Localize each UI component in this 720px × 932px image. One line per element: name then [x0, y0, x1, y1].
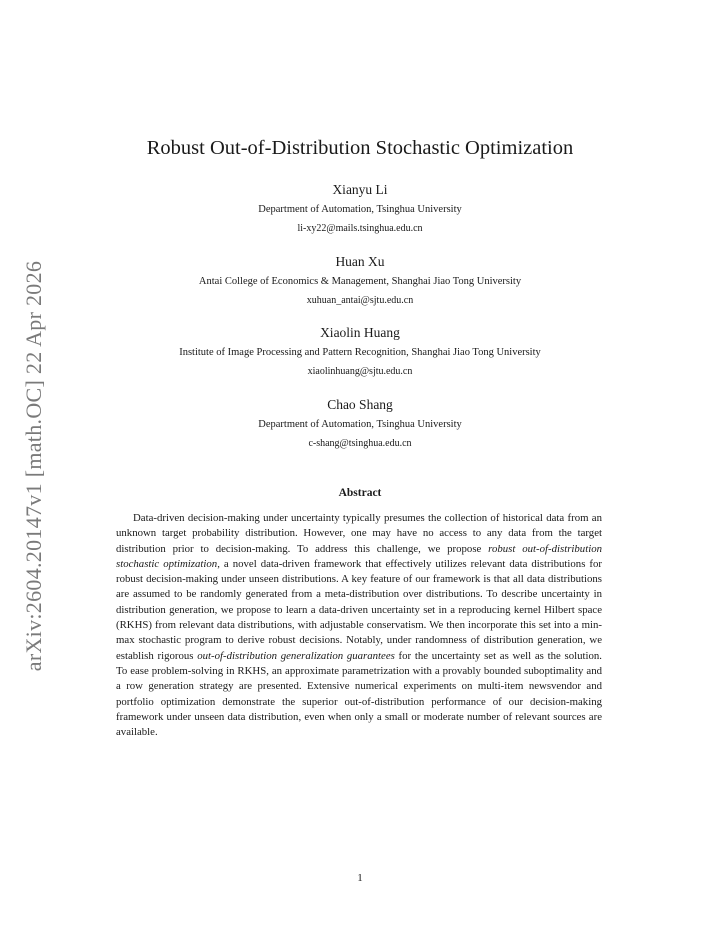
- author-name: Huan Xu: [335, 254, 385, 269]
- author-affiliation: Antai College of Economics & Management, Shanghai Jiao Tong University: [198, 276, 522, 287]
- abstract-emphasis: out-of-distribution generalization guarantees: [197, 649, 395, 662]
- author-name: Chao Shang: [327, 397, 393, 412]
- author-name: Xianyu Li: [332, 182, 388, 197]
- author-email[interactable]: xiaolinhuang@sjtu.edu.cn: [307, 366, 413, 377]
- author-affiliation: Institute of Image Processing and Pattern Recognition, Shanghai Jiao Tong University: [179, 347, 541, 358]
- author-block-3: [0, 324, 720, 379]
- abstract-text: Data-driven decision-making under uncertainty typically presumes the collection of historical data from an unknown target probability distribution. However, one may have no access to any data from the target distribution prior to decision-making. To address this challenge, we propose: [116, 512, 602, 555]
- abstract-emphasis: robust out-of-distribution stochastic optimization: [116, 542, 602, 570]
- author-affiliation: Department of Automation, Tsinghua University: [258, 204, 462, 215]
- author-name: Xiaolin Huang: [320, 325, 400, 340]
- author-email[interactable]: xuhuan_antai@sjtu.edu.cn: [306, 295, 414, 306]
- abstract-heading: Abstract: [338, 487, 382, 499]
- author-block-2: [0, 253, 720, 308]
- page-number: 1: [357, 872, 363, 884]
- author-email[interactable]: c-shang@tsinghua.edu.cn: [308, 438, 412, 449]
- author-email[interactable]: li-xy22@mails.tsinghua.edu.cn: [297, 223, 423, 234]
- author-block-4: [0, 396, 720, 451]
- author-block-1: [0, 181, 720, 236]
- paper-title: Robust Out-of-Distribution Stochastic Optimization: [146, 137, 574, 159]
- abstract-text: , a novel data-driven framework that effectively utilizes relevant data distributions for robust decision-making under unseen distributions. A key feature of our framework is that all data distributions are assumed to be randomly generated from a meta-distribution over distributions. To describe uncertainty in distribution generation, we propose to learn a data-driven uncertainty set in a reproducing kernel Hilbert space (RKHS) from relevant data distributions, with adjustable conservatism. We then incorporate this set into a min-max stochastic program to derive robust decisions. Notably, under randomness of distribution generation, we establish rigorous: [116, 557, 602, 662]
- abstract-text: for the uncertainty set as well as the solution. To ease problem-solving in RKHS, an approximate parametrization with a provably bounded suboptimality and a row generation strategy are presented. Extensive numerical experiments on multi-item newsvendor and portfolio optimization demonstrate the superior out-of-distribution performance of our decision-making framework under unseen data distribution, even when only a small or moderate number of relevant sources are available.: [116, 649, 602, 739]
- abstract-body: [116, 511, 602, 740]
- arxiv-identifier: arXiv:2604.20147v1 [math.OC] 22 Apr 2026: [21, 260, 46, 672]
- author-affiliation: Department of Automation, Tsinghua University: [258, 419, 462, 430]
